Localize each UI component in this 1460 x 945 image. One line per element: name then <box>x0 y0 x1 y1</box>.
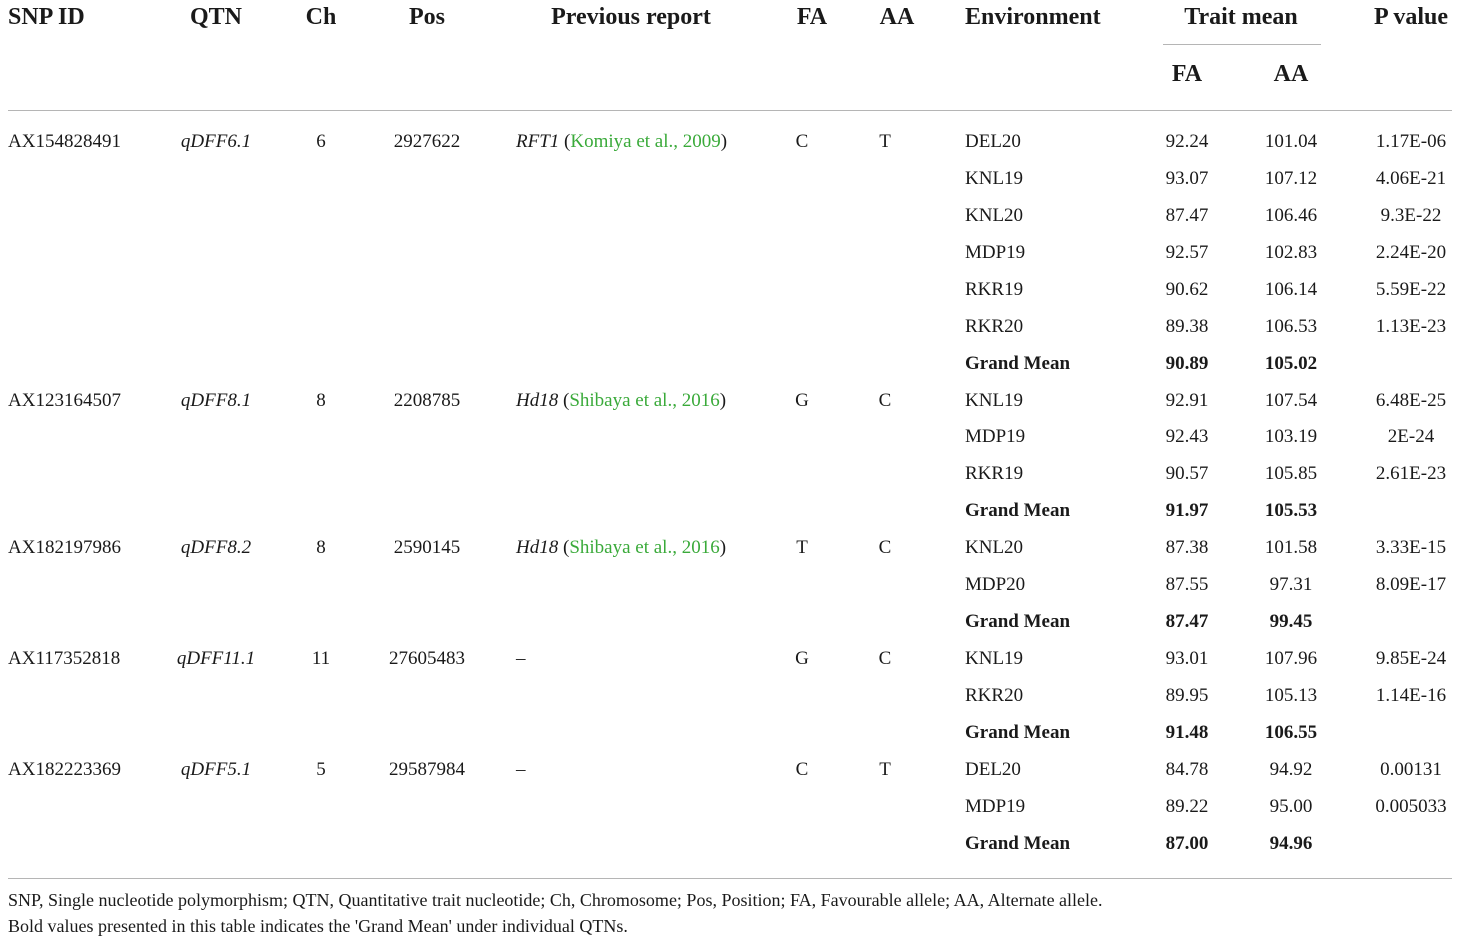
report-paren-close: ) <box>719 537 727 559</box>
alternate-allele-cell: T <box>879 758 891 780</box>
header-qtn: QTN <box>189 4 243 30</box>
favourable-allele-cell: C <box>795 131 809 152</box>
p-value-cell: 9.3E-22 <box>1380 204 1442 226</box>
previous-report-cell: – <box>516 758 526 780</box>
previous-report-cell <box>516 390 726 412</box>
report-paren-open: ( <box>558 389 570 411</box>
environment-cell: RKR20 <box>965 315 1024 337</box>
report-paren-close: ) <box>720 131 728 152</box>
position-cell: 2208785 <box>393 389 461 411</box>
grand-mean-aa: 105.02 <box>1264 352 1318 374</box>
trait-aa-cell: 95.00 <box>1269 795 1313 817</box>
header-snp-id: SNP ID <box>8 4 85 30</box>
grand-mean-label: Grand Mean <box>965 611 1071 633</box>
p-value-cell: 1.17E-06 <box>1375 131 1447 152</box>
grand-mean-fa: 91.48 <box>1165 721 1209 743</box>
trait-aa-cell: 106.53 <box>1264 315 1318 337</box>
report-gene: RFT1 <box>516 131 560 152</box>
grand-mean-aa: 99.45 <box>1269 611 1313 633</box>
trait-fa-cell: 84.78 <box>1165 758 1209 780</box>
header-pos: Pos <box>409 4 445 30</box>
favourable-allele-cell: G <box>795 389 809 411</box>
environment-cell: RKR20 <box>965 684 1024 706</box>
trait-aa-cell: 105.13 <box>1264 684 1318 706</box>
environment-cell: MDP19 <box>965 426 1026 448</box>
grand-mean-label: Grand Mean <box>965 500 1071 522</box>
grand-mean-fa: 87.00 <box>1165 832 1209 854</box>
grand-mean-label: Grand Mean <box>965 352 1071 374</box>
report-gene: Hd18 <box>516 389 559 411</box>
footnote-abbreviations: SNP, Single nucleotide polymorphism; QTN, Quantitative trait nucleotide; Ch, Chromosome; Pos, Position; FA, Favourable allele; AA, Alternate allele. <box>8 890 1103 910</box>
header-p-value: P value <box>1373 4 1449 30</box>
trait-aa-cell: 94.92 <box>1269 758 1313 780</box>
trait-fa-cell: 92.24 <box>1165 131 1209 152</box>
trait-fa-cell: 89.95 <box>1165 684 1209 706</box>
p-value-cell: 9.85E-24 <box>1375 648 1447 670</box>
environment-cell: KNL20 <box>965 537 1024 559</box>
p-value-cell: 4.06E-21 <box>1375 167 1447 189</box>
trait-fa-cell: 87.47 <box>1165 204 1209 226</box>
environment-cell: KNL19 <box>965 648 1024 670</box>
p-value-cell: 5.59E-22 <box>1375 278 1447 300</box>
header-rule <box>8 110 1452 111</box>
p-value-cell: 1.13E-23 <box>1375 315 1447 337</box>
grand-mean-aa: 105.53 <box>1264 500 1318 522</box>
trait-fa-cell: 90.62 <box>1165 278 1209 300</box>
position-cell: 2927622 <box>393 131 461 152</box>
header-ch: Ch <box>305 4 337 30</box>
trait-fa-cell: 89.22 <box>1165 795 1209 817</box>
trait-fa-cell: 92.57 <box>1165 241 1209 263</box>
position-cell: 27605483 <box>389 648 465 670</box>
header-environment: Environment <box>965 4 1101 30</box>
report-paren-close: ) <box>719 389 727 411</box>
header-trait-aa: AA <box>1273 61 1309 87</box>
grand-mean-fa: 87.47 <box>1165 611 1209 633</box>
environment-cell: RKR19 <box>965 278 1024 300</box>
position-cell: 29587984 <box>389 758 465 780</box>
trait-mean-rule <box>1163 44 1321 45</box>
environment-cell: DEL20 <box>965 758 1021 780</box>
environment-cell: MDP19 <box>965 795 1026 817</box>
previous-report-cell: – <box>516 648 526 670</box>
favourable-allele-cell: G <box>795 648 809 670</box>
grand-mean-fa: 91.97 <box>1165 500 1209 522</box>
grand-mean-aa: 106.55 <box>1264 721 1318 743</box>
previous-report-cell <box>516 537 726 559</box>
trait-fa-cell: 93.07 <box>1165 167 1209 189</box>
alternate-allele-cell: C <box>878 389 892 411</box>
report-reference-link[interactable]: Shibaya et al., 2016 <box>569 389 720 411</box>
p-value-cell: 2.24E-20 <box>1375 241 1447 263</box>
report-paren-open: ( <box>558 537 570 559</box>
qtn-cell: qDFF8.1 <box>180 389 252 411</box>
qtn-cell: qDFF11.1 <box>176 648 256 670</box>
trait-aa-cell: 105.85 <box>1264 463 1318 485</box>
report-gene: Hd18 <box>516 537 559 559</box>
previous-report-cell <box>516 131 727 153</box>
header-previous-report: Previous report <box>551 4 711 30</box>
trait-aa-cell: 102.83 <box>1264 241 1318 263</box>
snp-id-cell: AX182223369 <box>8 758 121 780</box>
grand-mean-label: Grand Mean <box>965 832 1071 854</box>
grand-mean-fa: 90.89 <box>1165 352 1209 374</box>
position-cell: 2590145 <box>393 537 461 559</box>
chromosome-cell: 8 <box>316 389 326 411</box>
chromosome-cell: 5 <box>316 758 326 780</box>
environment-cell: KNL19 <box>965 167 1024 189</box>
snp-id-cell: AX182197986 <box>8 537 121 559</box>
footnote-bold-note: Bold values presented in this table indicates the 'Grand Mean' under individual QTNs. <box>8 916 628 936</box>
alternate-allele-cell: C <box>878 537 892 559</box>
p-value-cell: 8.09E-17 <box>1375 574 1447 596</box>
chromosome-cell: 11 <box>311 648 331 670</box>
p-value-cell: 3.33E-15 <box>1375 537 1447 559</box>
trait-fa-cell: 87.55 <box>1165 574 1209 596</box>
p-value-cell: 2.61E-23 <box>1375 463 1447 485</box>
qtn-cell: qDFF8.2 <box>180 537 252 559</box>
alternate-allele-cell: C <box>878 648 892 670</box>
qtn-cell: qDFF5.1 <box>180 758 252 780</box>
favourable-allele-cell: T <box>796 537 808 559</box>
trait-fa-cell: 89.38 <box>1165 315 1209 337</box>
trait-aa-cell: 106.46 <box>1264 204 1318 226</box>
environment-cell: KNL19 <box>965 389 1024 411</box>
snp-id-cell: AX154828491 <box>8 131 121 152</box>
trait-fa-cell: 92.91 <box>1165 389 1209 411</box>
qtn-cell: qDFF6.1 <box>180 131 252 152</box>
p-value-cell: 6.48E-25 <box>1375 389 1447 411</box>
trait-aa-cell: 107.12 <box>1264 167 1318 189</box>
trait-aa-cell: 107.54 <box>1264 389 1318 411</box>
environment-cell: RKR19 <box>965 463 1024 485</box>
grand-mean-aa: 94.96 <box>1269 832 1313 854</box>
trait-fa-cell: 92.43 <box>1165 426 1209 448</box>
p-value-cell: 0.00131 <box>1380 758 1442 780</box>
trait-fa-cell: 87.38 <box>1165 537 1209 559</box>
trait-fa-cell: 90.57 <box>1165 463 1209 485</box>
header-trait-mean: Trait mean <box>1184 4 1298 30</box>
p-value-cell: 1.14E-16 <box>1375 684 1447 706</box>
trait-aa-cell: 101.04 <box>1264 131 1318 152</box>
environment-cell: KNL20 <box>965 204 1024 226</box>
report-reference-link[interactable]: Komiya et al., 2009 <box>570 131 721 152</box>
trait-fa-cell: 93.01 <box>1165 648 1209 670</box>
p-value-cell: 0.005033 <box>1375 795 1447 817</box>
header-trait-fa: FA <box>1171 61 1203 87</box>
snp-id-cell: AX123164507 <box>8 389 121 411</box>
report-reference-link[interactable]: Shibaya et al., 2016 <box>569 537 720 559</box>
environment-cell: DEL20 <box>965 131 1021 152</box>
header-fa: FA <box>796 4 828 30</box>
report-paren-open: ( <box>559 131 571 152</box>
p-value-cell: 2E-24 <box>1387 426 1435 448</box>
trait-aa-cell: 101.58 <box>1264 537 1318 559</box>
snp-id-cell: AX117352818 <box>8 648 121 670</box>
trait-aa-cell: 97.31 <box>1269 574 1313 596</box>
chromosome-cell: 6 <box>316 131 326 152</box>
trait-aa-cell: 106.14 <box>1264 278 1318 300</box>
alternate-allele-cell: T <box>879 131 891 152</box>
trait-aa-cell: 103.19 <box>1264 426 1318 448</box>
bottom-rule <box>8 878 1452 879</box>
grand-mean-label: Grand Mean <box>965 721 1071 743</box>
chromosome-cell: 8 <box>316 537 326 559</box>
environment-cell: MDP19 <box>965 241 1026 263</box>
environment-cell: MDP20 <box>965 574 1026 596</box>
trait-aa-cell: 107.96 <box>1264 648 1318 670</box>
favourable-allele-cell: C <box>795 758 809 780</box>
header-aa: AA <box>879 4 915 30</box>
